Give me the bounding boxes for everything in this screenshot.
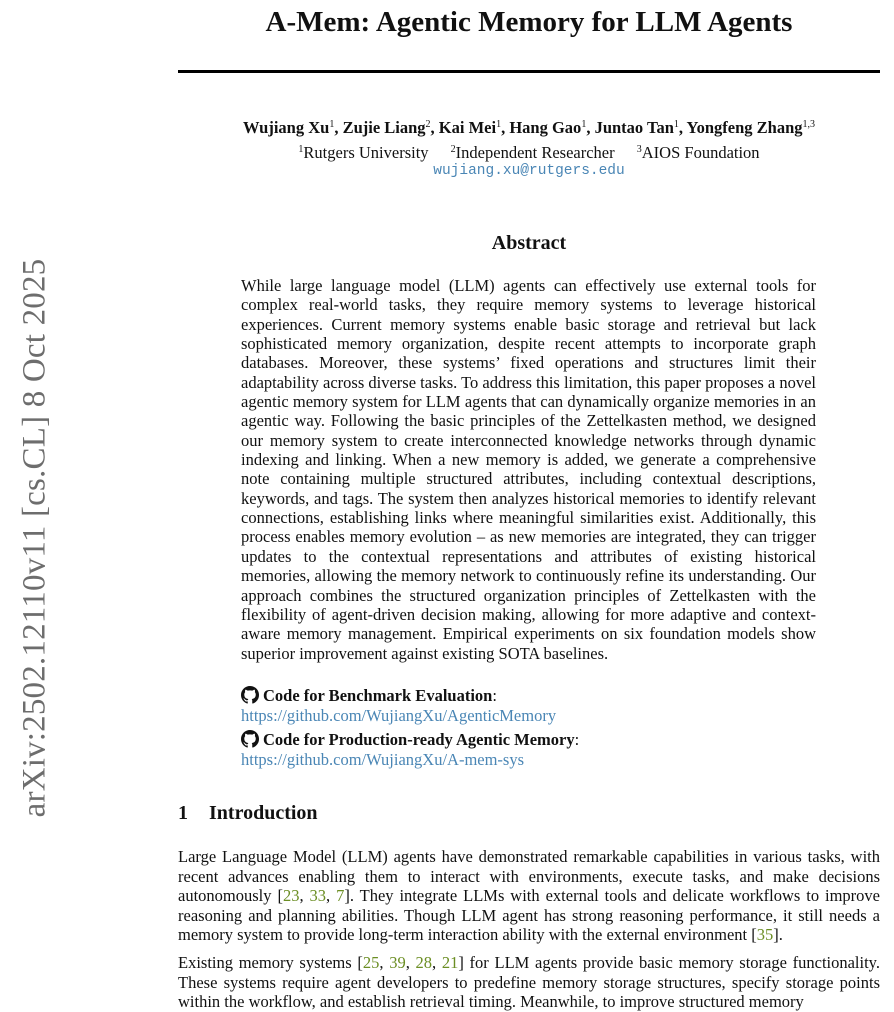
intro-paragraph (178, 847, 880, 945)
paragraph-text: , (299, 886, 310, 905)
author: Juntao Tan$^1$ (594, 118, 679, 137)
citation-link[interactable]: 7 (336, 886, 345, 905)
author-list: Wujiang Xu$^1$, Zujie Liang$^2$, Kai Mei$^1$, Hang Gao$^1$, Juntao Tan$^1$, Yongfeng Zhang$^{1,3}$ (242, 118, 816, 137)
title-rule (178, 70, 880, 73)
affiliation-list (178, 143, 880, 163)
author: Wujiang Xu$^1$ (242, 118, 335, 137)
abstract-text: While large language model (LLM) agents can effectively use external tools for complex real-world tasks, they require memory systems to leverage historical experiences. Current memory systems enable basic storage and retrieval but lack sophisticated memory organization, despite recent attempts to incorporate graph databases. Moreover, these systems’ fixed operations and structures limit their adaptability across diverse tasks. To address this limitation, this paper proposes a novel agentic memory system for LLM agents that can dynamically organize memories in an agentic way. Following the basic principles of the Zettelkasten method, we designed our memory system to create interconnected knowledge networks through dynamic indexing and linking. When a new memory is added, we generate a comprehensive note containing multiple structured attributes, including contextual descriptions, keywords, and tags. The system then analyzes historical memories to identify relevant connections, establishing links where meaningful similarities exist. Additionally, this process enables memory evolution – as new memories are integrated, they can trigger updates to the contextual representations and attributes of existing historical memories, allowing the memory network to continuously refine its understanding. Our approach combines the structured organization principles of Zettelkasten with the flexibility of agent-driven decision making, allowing for more adaptive and context-aware memory management. Empirical experiments on six foundation models show superior improvement against existing SOTA baselines. (241, 276, 817, 663)
abstract-heading: Abstract (491, 232, 567, 254)
citation-link[interactable]: 35 (756, 925, 774, 944)
paragraph-text: ] for LLM agents provide basic memory storage functionality. These systems require agent developers to predefine memory storage structures, specify storage points within the workflow, and establish retrieval timing. Meanwhile, to improve structured memory (178, 953, 880, 1011)
github-icon (241, 730, 259, 748)
author-email-link[interactable]: wujiang.xu@rutgers.edu (433, 163, 625, 179)
citation-link[interactable]: 21 (441, 953, 459, 972)
section-heading (178, 802, 318, 825)
citation-link[interactable]: 33 (309, 886, 327, 905)
author: Kai Mei$^1$ (438, 118, 502, 137)
code-link-label: Code for Benchmark Evaluation (263, 686, 493, 705)
code-link-benchmark: Code for Benchmark Evaluation: https://github.com/WujiangXu/AgenticMemory (241, 686, 816, 726)
code-link-url[interactable]: https://github.com/WujiangXu/AgenticMemory (241, 706, 557, 725)
author: Zujie Liang$^2$ (342, 118, 431, 137)
arxiv-identifier: arXiv:2502.12110v11 [cs.CL] 8 Oct 2025 (16, 258, 53, 818)
affiliation: $^3$AIOS Foundation (636, 143, 760, 162)
affiliation: $^2$Independent Researcher (450, 143, 615, 162)
citation-link[interactable]: 28 (415, 953, 433, 972)
paragraph-text: Existing memory systems [ (178, 953, 363, 972)
paragraph-text: , (432, 953, 442, 972)
citation-link[interactable]: 23 (282, 886, 300, 905)
github-icon (241, 686, 259, 704)
code-link-label: Code for Production-ready Agentic Memory (263, 730, 575, 749)
citation-link[interactable]: 25 (362, 953, 380, 972)
paper-title: A-Mem: Agentic Memory for LLM Agents (265, 6, 793, 38)
affiliation: $^1$Rutgers University (298, 143, 429, 162)
paragraph-text: Large Language Model (LLM) agents have demonstrated remarkable capabilities in various tasks, with recent advances enabling them to interact with environments, execute tasks, and make decisions autonomously [ (178, 847, 880, 905)
paragraph-text: , (379, 953, 390, 972)
code-link-production: Code for Production-ready Agentic Memory: https://github.com/WujiangXu/A-mem-sys (241, 730, 816, 770)
code-link-url[interactable]: https://github.com/WujiangXu/A-mem-sys (241, 750, 525, 769)
author: Yongfeng Zhang$^{1,3}$ (686, 118, 816, 137)
section-title: Introduction (209, 802, 318, 824)
paragraph-text: ]. (773, 925, 783, 944)
paragraph-text: , (405, 953, 416, 972)
citation-link[interactable]: 39 (389, 953, 406, 972)
paragraph-text: ]. They integrate LLMs with external tools and delicate workflows to improve reasoning and planning abilities. Though LLM agent has strong reasoning performance, it still needs a memory system to provide long-term interaction ability with the external environment [ (178, 886, 880, 944)
author: Hang Gao$^1$ (509, 118, 587, 137)
section-number: 1 (178, 802, 188, 824)
paragraph-text: , (326, 886, 337, 905)
intro-paragraph (178, 953, 880, 1012)
